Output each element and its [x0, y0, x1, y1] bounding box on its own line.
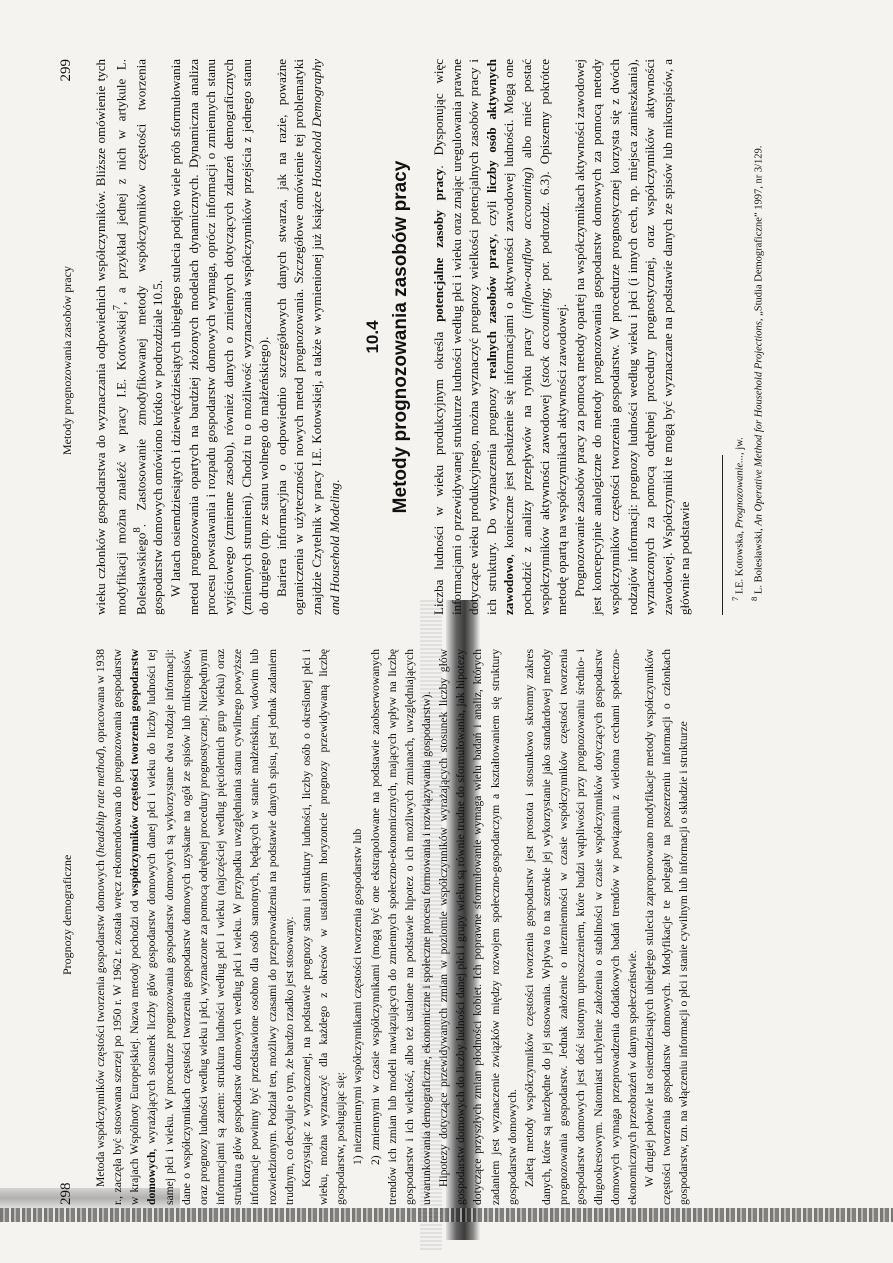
left-paragraph: Metoda współczynników częstości tworzenia gospodarstw domowych (headship rate method), opracowana w 1938 r., zaczęła być stosowana szerzej po 1950 r. W 1962 r. została wręcz rekomendowana do prognozowania gospodarstw w krajach Wspólnoty Europejskiej. Nazwa metody pochodzi od współczynników częstości tworzenia gospodarstw domowych, wyrażających stosunek liczby głów gospodarstw domowych danej płci i wieku do liczby ludności tej samej płci i wieku. W procedurze prognozowania gospodarstw domowych są wykorzystane dwa rodzaje informacji: dane o współczynnikach częstości tworzenia gospodarstw domowych uzyskane na ogół ze spisów lub mikrospisów, oraz prognozy ludności według wieku i płci, wyznaczone za pomocą odrębnej procedury prognostycznej. Niezbędnymi informacjami są zatem: struktura ludności według płci i wieku (najczęściej według pięcioletnich grup wieku) oraz struktura głów gospodarstw domowych według płci i wieku. W przypadku uwzględniania stanu cywilnego powyższe informacje powinny być przedstawione osobno dla osób samotnych, będących w stanie małżeńskim, wdowim lub rozwiedzionym. Podział ten, możliwy czasami do przeprowadzenia na podstawie danych spisu, jest jednak zadaniem trudnym, co decyduje o tym, że bardzo rzadko jest stosowany. — [94, 648, 296, 1205]
footnote: $^8$ L. Bolesławski, An Operative Method for Household Projections, „Studia Demograficzne” 1997, nr 3/129. — [749, 145, 765, 601]
left-paragraph: Hipotezy dotyczące przewidywanych zmian w poziomie współczynników wyrażających stosunek liczby głów gospodarstw domowych do liczby ludności danej płci i grupy wieku są równie trudne do sformułowania, jak hipotezy dotyczące przyszłych zmian płodności kobiet. Ich poprawne sformułowanie wymaga wielu badań i analiz, których zadaniem jest wyznaczenie związków między rozwojem społeczno-gospodarczym a kształtowaniem się struktury gospodarstw domowych. — [437, 649, 519, 1205]
left-paragraph: Korzystając z wyznaczonej, na podstawie prognozy stanu i struktury ludności, liczby osób o określonej płci i wieku, można wyznaczyć dla każdego z okresów w ustalonym horyzoncie prognozy przewidywaną liczbę gospodarstw, posługując się: — [299, 649, 348, 1205]
left-page-header — [58, 649, 75, 1205]
footnote-rule — [722, 455, 723, 615]
section-number: 10.4 — [363, 320, 383, 354]
right-page-body — [92, 59, 768, 615]
right-running-head: Metody prognozowania zasobów pracy — [60, 266, 74, 455]
section-paragraph: Prognozowanie zasobów pracy za pomocą metody opartej na współczynnikach aktywności zawodowej jest koncepcyjnie analogiczne do metody prognozowania gospodarstw domowych za pomocą metody współczynników częstości tworzenia gospodarstw. W procedurze prognostycznej korzysta się z dwóch rodzajów informacji: prognozy ludności według wieku i płci (i innych cech, np. miejsca zamieszkania), wyznaczonych za pomocą odrębnej procedury prognostycznej, oraz współczynników aktywności zawodowej. Współczynniki te mogą być wyznaczane na podstawie danych ze spisów lub mikrospisów, a głównie na podstawie — [571, 59, 693, 615]
left-page-body — [92, 649, 692, 1205]
left-running-head: Prognozy demograficzne — [60, 854, 74, 975]
section-title: Metody prognozowania zasobów pracy — [390, 160, 412, 514]
left-paragraph: W drugiej połowie lat osiemdziesiątych ubiegłego stulecia zaproponowano modyfikacje metody współczynników częstości tworzenia gospodarstw domowych. Modyfikacje te polegały na poszerzeniu informacji o członkach gospodarstw, tzn. na włączeniu informacji o płci i stanie cywilnym lub informacji o składzie i strukturze — [643, 649, 691, 1205]
right-paragraph: wieku członków gospodarstwa do wyznaczania odpowiednich współczynników. Bliższe omówienie tych modyfikacji można znaleźć w pracy I.E. Kotowskiej$^7$, a przykład jednej z nich w artykule L. Bolesławskiego$^8$. Zastosowanie zmodyfikowanej metody współczynników częstości tworzenia gospodarstw domowych omówiono krótko w podrozdziale 10.5. — [93, 59, 166, 615]
left-paragraph: 2) zmiennymi w czasie współczynnikami (mogą być one ekstrapolowane na podstawie zaobserwowanych trendów ich zmian lub modeli nawiązujących do zmiennych społeczno-ekonomicznych, mających wpływ na liczbę gospodarstw i ich wielkość, albo też ustalone na podstawie hipotez o ich możliwych zmianach, uwzględniających uwarunkowania demograficzne, ekonomiczne i społeczne procesu formowania i rozwiązywania gospodarstw). — [368, 649, 433, 1205]
footnotes — [729, 59, 768, 615]
right-page-text-top — [92, 59, 343, 615]
right-page-text-bottom — [430, 59, 694, 615]
right-paragraph: Bariera informacyjna o odpowiednio szczegółowych danych stwarza, jak na razie, poważne ograniczenia w użyteczności nowych metod prognozowania. Szczegółowe omówienie tej problematyki znajdzie Czytelnik w pracy I.E. Kotowskiej, a także w wymienionej już książce Household Demography and Household Modeling. — [273, 59, 342, 615]
left-page-number: 298 — [58, 1182, 74, 1205]
left-paragraph: 1) niezmiennymi współczynnikami częstości tworzenia gospodarstw lub — [351, 828, 365, 1165]
left-paragraph: Zaletą metody współczynników częstości tworzenia gospodarstw jest prostota i stosunkowo skromny zakres danych, które są niezbędne do jej stosowania. Wpływa to na szerokie jej wykorzystanie jako standardowej metody prognozowania gospodarstw. Jednak założenie o niezmienności w czasie współczynników częstości tworzenia gospodarstw domowych jest dość istotnym uproszczeniem, które budzi wątpliwości przy prognozowaniu średnio- i długookresowym. Natomiast uchylenie założenia o stabilności w czasie współczynników dotyczących gospodarstw domowych wymaga przeprowadzenia dodatkowych badań trendów w powiązaniu z wieloma cechami społeczno-ekonomicznych przeobrażeń w danym społeczeństwie. — [522, 649, 639, 1205]
right-page-number: 299 — [58, 59, 74, 82]
footnote: $^7$ I.E. Kotowska, Prognozowanie..., jw. — [730, 437, 746, 601]
section-paragraph: Liczba ludności w wieku produkcyjnym określa potencjalne zasoby pracy. Dysponując więc informacjami o przewidywanej strukturze ludności według płci i wieku oraz znając uregulowania prawne dotyczące wieku produkcyjnego, można wyznaczyć prognozy wielkości potencjalnych zasobów pracy i ich struktury. Do wyznaczenia prognozy realnych zasobów pracy, czyli liczby osób aktywnych zawodowo, konieczne jest posłużenie się informacjami o aktywności zawodowej ludności. Mogą one pochodzić z analizy przepływów na rynku pracy (inflow-outflow accounting) albo mieć postać współczynników aktywności zawodowej (stock accounting; por. podrozdz. 6.3). Opiszemy pokrótce metodę opartą na współczynnikach aktywności zawodowej. — [430, 58, 570, 615]
right-paragraph: W latach osiemdziesiątych i dziewięćdziesiątych ubiegłego stulecia podjęto wiele prób sformułowania metod prognozowania opartych na bardziej złożonych modelach dynamicznych. Dynamiczna analiza procesu powstawania i rozpadu gospodarstw domowych wymaga, oprócz informacji o zmiennych stanu wyjściowego (zmienne zasobu), również danych o zmiennych dotyczących zdarzeń demograficznych (zmiennych strumieni). Chodzi tu o możliwość wyznaczania współczynników przejścia z jednego stanu do drugiego (np. ze stanu wolnego do małżeńskiego). — [168, 59, 272, 615]
